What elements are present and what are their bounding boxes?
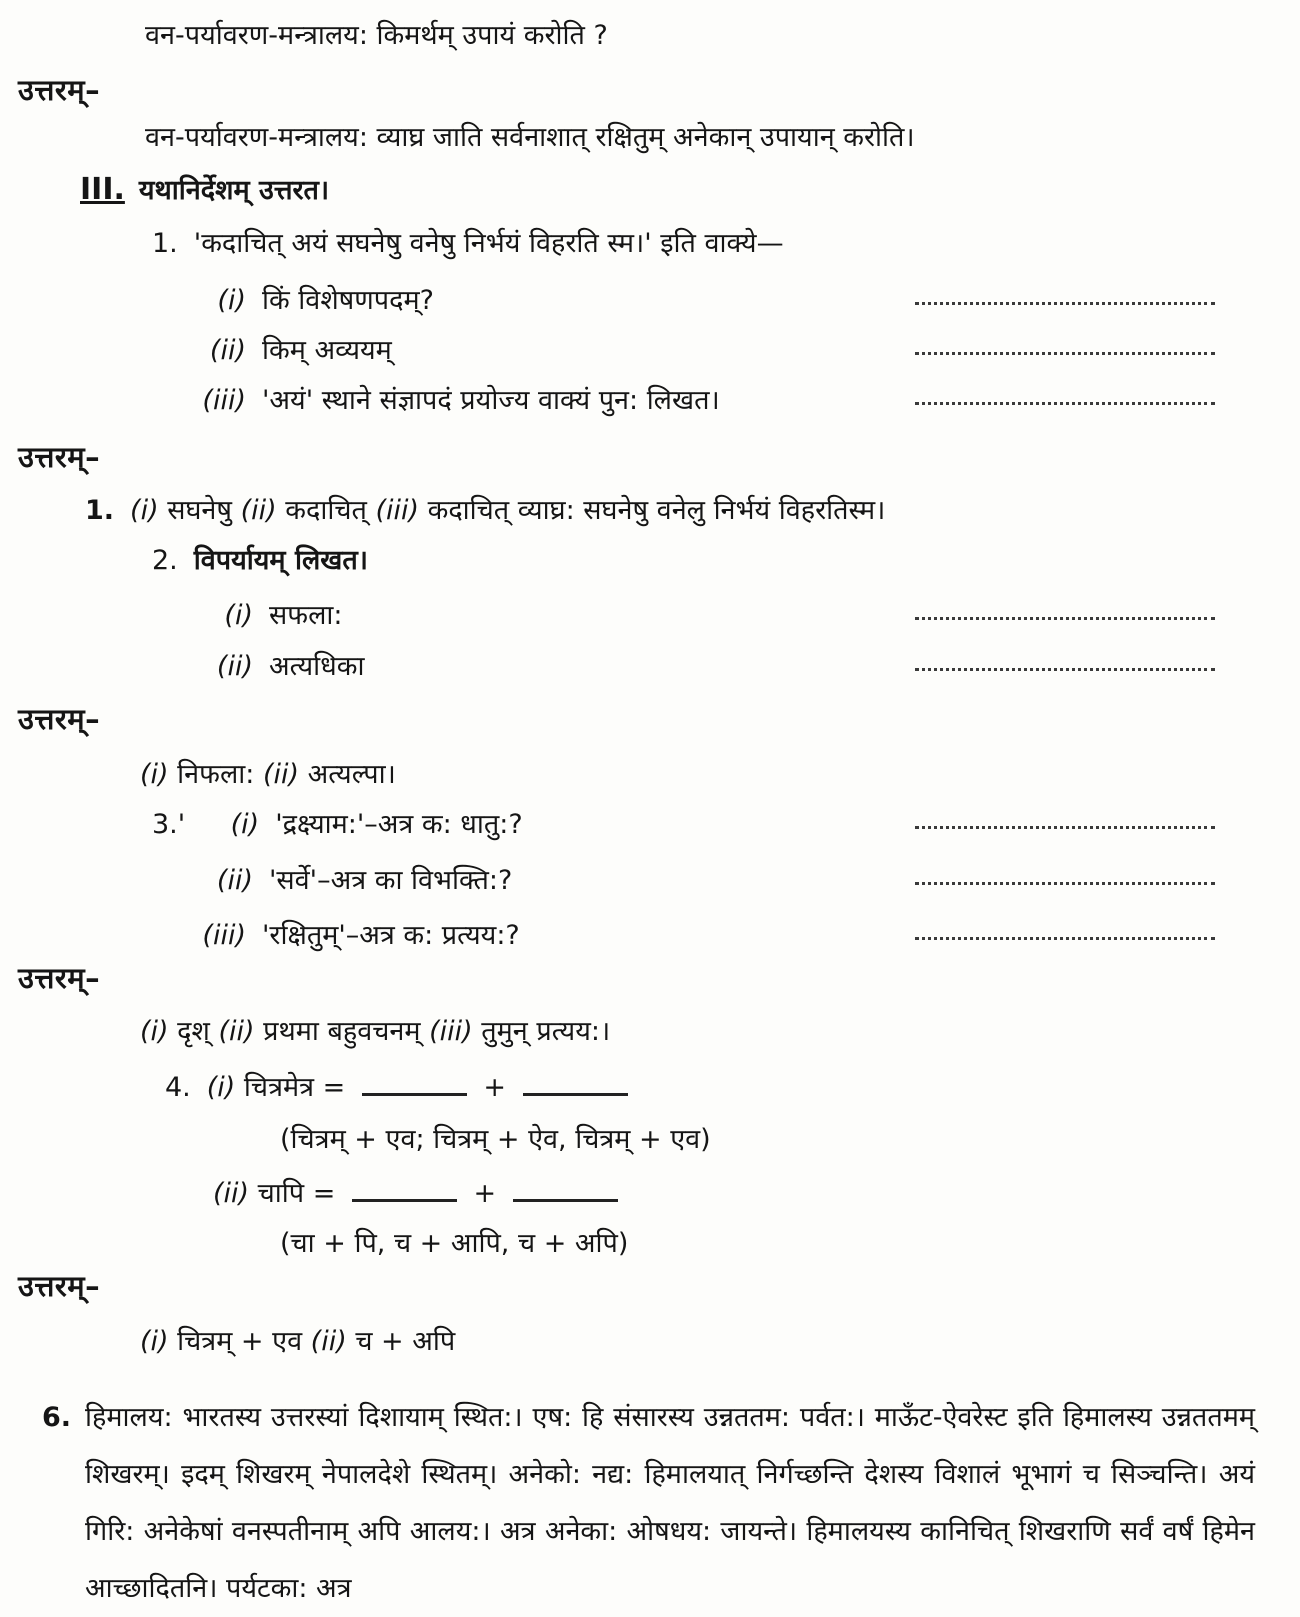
item-text: किम् अव्ययम् <box>262 335 392 366</box>
answer-segments <box>140 1012 610 1052</box>
italic-roman-marker: (iii) <box>429 1016 473 1047</box>
uttaram-label: उत्तरम्– <box>18 1269 101 1303</box>
text-segment: चित्रमेत्र = <box>235 1072 354 1103</box>
section-title: यथानिर्देशम् उत्तरत। <box>138 175 330 206</box>
text-segment: दृश् <box>168 1016 219 1047</box>
item-text: किं विशेषणपदम्? <box>262 285 434 316</box>
question-item <box>195 861 1300 901</box>
item-marker: (i) <box>224 600 253 631</box>
question-item <box>195 596 1300 636</box>
text-segment: अत्यल्पा। <box>299 759 396 790</box>
dotted-answer-blank <box>915 822 1215 829</box>
italic-roman-marker: (ii) <box>213 1178 250 1209</box>
item-text: 'सर्वे'–अत्र का विभक्ति:? <box>269 865 513 896</box>
uttaram-label: उत्तरम्– <box>18 702 101 736</box>
dotted-answer-blank <box>915 878 1215 885</box>
text-segment: चापि = <box>249 1178 344 1209</box>
uttaram-heading <box>0 699 1300 739</box>
item-marker: (ii) <box>216 651 253 682</box>
text-segment: कदाचित् <box>276 495 376 526</box>
options-text: (चित्रम् + एव; चित्रम् + ऐव, चित्रम् + एव) <box>280 1124 711 1155</box>
paragraph-6 <box>42 1389 1255 1617</box>
fill-blank-line <box>362 1089 467 1096</box>
answer-segments <box>130 491 885 531</box>
equation-line <box>165 1068 1300 1108</box>
question-number: 4. <box>165 1072 191 1103</box>
item-marker: (ii) <box>209 335 246 366</box>
uttaram-label: उत्तरम्– <box>18 440 101 474</box>
question-item <box>188 381 1300 421</box>
text-segment: + <box>474 1072 515 1103</box>
item-text: 'द्रक्ष्याम:'–अत्र क: धातु:? <box>275 809 523 840</box>
fill-blank-line <box>523 1089 628 1096</box>
text-segment: सघनेषु <box>158 495 241 526</box>
fill-blank-line <box>513 1195 618 1202</box>
italic-roman-marker: (i) <box>130 495 159 526</box>
dotted-answer-blank <box>915 613 1215 620</box>
text-segment: तुमुन् प्रत्यय:। <box>472 1016 611 1047</box>
item-text: सफला: <box>269 600 343 631</box>
uttaram-heading <box>0 1266 1300 1306</box>
section-header <box>80 170 1300 211</box>
question-item <box>188 331 1300 371</box>
dotted-answer-blank <box>915 933 1215 940</box>
answer-segments-line <box>140 1322 1300 1362</box>
italic-roman-marker: (ii) <box>218 1016 255 1047</box>
paragraph-text: हिमालय: भारतस्य उत्तरस्यां दिशायाम् स्थित:। एष: हि संसारस्य उन्नततम: पर्वत:। माऊँट-ऐवरेस्ट इति हिमालस्य उन्नततमम् शिखरम्। इदम् शिखरम् नेपालदेशे स्थितम्। अनेको: नद्य: हिमालयात् निर्गच्छन्ति देशस्य विशालं भूभागं च सिञ्चन्ति। अयं गिरि: अनेकेषां वनस्पतीनाम् अपि आलय:। अत्र अनेका: ओषधय: जायन्ते। हिमालयस्य कानिचित् शिखराणि सर्वं वर्षं हिमेन आच्छादितनि। पर्यटका: अत्र <box>85 1402 1255 1604</box>
question-item <box>152 805 1300 845</box>
item-text: अत्यधिका <box>269 651 365 682</box>
item-marker: (iii) <box>202 920 246 951</box>
italic-roman-marker: (i) <box>140 1326 169 1357</box>
answer-text: वन-पर्यावरण-मन्त्रालय: व्याघ्र जाति सर्वनाशात् रक्षितुम् अनेकान् उपायान् करोति। <box>145 122 915 153</box>
answer-line <box>145 118 1300 158</box>
text-segment: निफला: <box>168 759 263 790</box>
italic-roman-marker: (i) <box>206 1072 236 1103</box>
dotted-answer-blank <box>915 664 1215 671</box>
answer-segments-line <box>85 491 1300 531</box>
dotted-answer-blank <box>915 348 1215 355</box>
question-number: 2. <box>152 545 178 576</box>
dotted-answer-blank <box>915 398 1215 405</box>
question-number: 3.' <box>152 809 186 840</box>
section-numeral: III. <box>80 172 125 207</box>
text-segment: प्रथमा बहुवचनम् <box>254 1016 430 1047</box>
item-text: 'रक्षितुम्'–अत्र क: प्रत्यय:? <box>262 920 520 951</box>
item-marker: (i) <box>230 809 260 840</box>
uttaram-heading <box>0 958 1300 998</box>
answer-segments <box>140 755 396 795</box>
item-text: 'अयं' स्थाने संज्ञापदं प्रयोज्य वाक्यं पुन: लिखत। <box>262 385 720 416</box>
question-line <box>145 16 1300 56</box>
answer-number: 1. <box>85 495 115 526</box>
question-item <box>195 647 1300 687</box>
paragraph-number: 6. <box>42 1402 72 1433</box>
item-marker: (ii) <box>216 865 253 896</box>
question-stem <box>152 224 1300 264</box>
uttaram-label: उत्तरम्– <box>18 961 101 995</box>
item-marker: (i) <box>217 285 246 316</box>
uttaram-heading <box>0 70 1300 110</box>
options-line <box>280 1120 1300 1160</box>
question-number: 1. <box>152 228 178 259</box>
uttaram-label: उत्तरम्– <box>18 73 101 107</box>
italic-roman-marker: (ii) <box>310 1326 347 1357</box>
question-text: वन-पर्यावरण-मन्त्रालय: किमर्थम् उपायं करोति ? <box>145 20 608 51</box>
equation-segments <box>207 1068 636 1108</box>
text-segment: + <box>464 1178 505 1209</box>
options-text: (चा + पि, च + आपि, च + अपि) <box>280 1228 629 1259</box>
subquestion-header <box>152 541 1300 581</box>
italic-roman-marker: (ii) <box>262 759 300 790</box>
italic-roman-marker: (ii) <box>240 495 277 526</box>
answer-segments <box>140 1322 455 1362</box>
fill-blank-line <box>352 1195 457 1202</box>
text-segment: कदाचित् व्याघ्र: सघनेषु वनेलु निर्भयं विहरतिस्म। <box>419 495 886 526</box>
subquestion-title: विपर्यायम् लिखत। <box>193 545 368 576</box>
text-segment: च + अपि <box>346 1326 456 1357</box>
answer-segments-line <box>140 755 1300 795</box>
uttaram-heading <box>0 437 1300 477</box>
answer-segments-line <box>140 1012 1300 1052</box>
question-item <box>188 281 1300 321</box>
item-marker: (iii) <box>202 385 246 416</box>
italic-roman-marker: (iii) <box>375 495 420 526</box>
question-stem-text: 'कदाचित् अयं सघनेषु वनेषु निर्भयं विहरति स्म।' इति वाक्ये— <box>193 228 784 259</box>
italic-roman-marker: (i) <box>140 1016 169 1047</box>
question-item <box>188 916 1300 956</box>
text-segment: चित्रम् + एव <box>168 1326 311 1357</box>
equation-line <box>213 1174 1300 1214</box>
options-line <box>280 1224 1300 1264</box>
dotted-answer-blank <box>915 298 1215 305</box>
equation-segments <box>213 1174 626 1214</box>
italic-roman-marker: (i) <box>140 759 169 790</box>
